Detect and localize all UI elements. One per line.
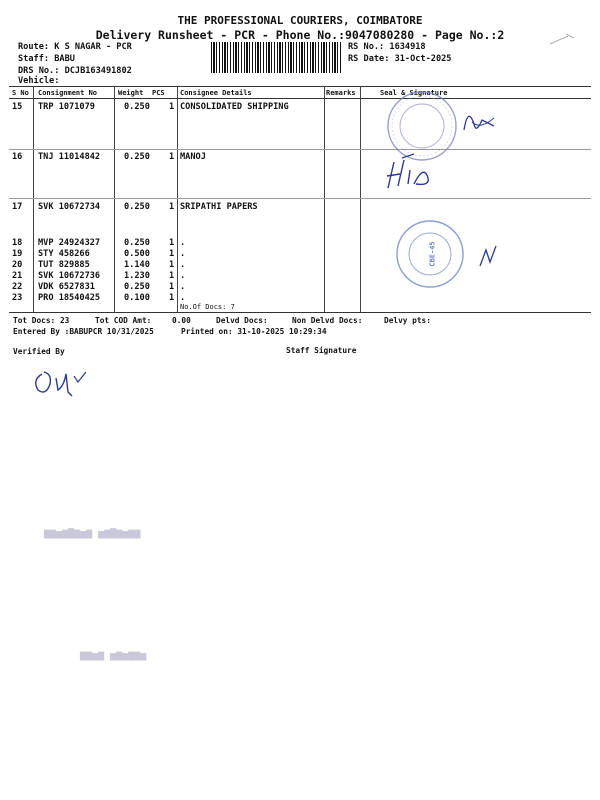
col-weight: Weight [118,89,144,97]
row-sno: 23 [12,293,23,303]
row-pcs: 1 [169,152,175,162]
row-sno: 16 [12,152,23,162]
table-bottom-rule [9,312,591,313]
table-row [0,293,600,305]
row-consignment: SVK 10672736 [38,271,101,281]
entered-by: Entered By :BABUPCR 10/31/2025 [13,327,154,336]
barcode-icon [211,42,343,73]
row-pcs: 1 [169,102,175,112]
row-consignee: . [180,260,186,270]
col-consignment: Consignment No [38,89,98,97]
handwritten-hid-icon [384,150,444,200]
staff-label: Staff: BABU [18,54,75,64]
tot-docs: Tot Docs: 23 [13,316,70,325]
row-pcs: 1 [169,202,175,212]
stamp-seal-icon [392,214,502,294]
company-title: THE PROFESSIONAL COURIERS, COIMBATORE [177,14,423,27]
tot-cod-label: Tot COD Amt: [95,316,152,325]
bleed-through-text: ▅▆▆▅▆▅ ▆▅▆▆ [80,650,147,661]
row-weight: 1.230 [124,271,150,281]
row-pcs: 1 [169,282,175,292]
row-sno: 18 [12,238,23,248]
row-consignee: SRIPATHI PAPERS [180,202,258,212]
verified-signature-icon [28,360,98,400]
row-consignee: CONSOLIDATED SHIPPING [180,102,289,112]
row-consignment: VDK 6527831 [38,282,95,292]
row-consignee: . [180,271,186,281]
row-consignment: STY 458266 [38,249,90,259]
row-pcs: 1 [169,293,175,303]
row-consignee: . [180,282,186,292]
row-consignee: . [180,249,186,259]
rs-number: RS No.: 1634918 [348,42,426,52]
drs-number: DRS No.: DCJB163491802 [18,66,132,76]
col-remarks: Remarks [326,89,356,97]
vehicle-label: Vehicle: [18,76,60,86]
row-weight: 1.140 [124,260,150,270]
row-sno: 17 [12,202,23,212]
row-consignee: . [180,238,186,248]
pen-mark-icon [548,30,578,50]
row-pcs: 1 [169,271,175,281]
non-delvd-docs: Non Delvd Docs: [292,316,363,325]
row-sno: 19 [12,249,23,259]
bleed-through-text: ▆▆▅▆▇▆▅ ▆▅▆▇▆▅▆▆ [44,528,141,539]
row-sno: 21 [12,271,23,281]
row-weight: 0.250 [124,202,150,212]
row-sno: 20 [12,260,23,270]
table-row [0,202,600,214]
row-pcs: 1 [169,238,175,248]
col-seal: Seal & Signature [380,89,448,97]
row-weight: 0.250 [124,238,150,248]
row-consignment: TNJ 11014842 [38,152,101,162]
route-label: Route: K S NAGAR - PCR [18,42,132,52]
row-weight: 0.500 [124,249,150,259]
row-weight: 0.250 [124,152,150,162]
row-separator [9,198,591,199]
col-pcs: PCS [152,89,165,97]
row-consignment: SVK 10672734 [38,202,101,212]
delvd-docs: Delvd Docs: [216,316,268,325]
row-sno: 22 [12,282,23,292]
stamp-center-text: CBE-45 [428,241,437,267]
runsheet-subtitle: Delivery Runsheet - PCR - Phone No.:9047080280 - Page No.:2 [95,28,505,42]
row-pcs: 1 [169,249,175,259]
row-weight: 0.100 [124,293,150,303]
col-sno: S No [12,89,29,97]
row-consignee: MANOJ [180,152,206,162]
verified-by-label: Verified By [13,347,65,356]
row-weight: 0.250 [124,282,150,292]
row-consignment: MVP 24924327 [38,238,101,248]
row-consignment: TUT 829885 [38,260,90,270]
row-consignee: . [180,293,186,303]
delvy-pts: Delvy pts: [384,316,431,325]
row-consignment: TRP 1071079 [38,102,95,112]
row-consignment: PRO 18540425 [38,293,101,303]
row-pcs: 1 [169,260,175,270]
tot-cod-value: 0.00 [172,316,191,325]
row-weight: 0.250 [124,102,150,112]
col-details: Consignee Details [180,89,252,97]
rs-date: RS Date: 31-Oct-2025 [348,54,452,64]
staff-signature-label: Staff Signature [286,346,357,355]
printed-on: Printed on: 31-10-2025 10:29:34 [181,327,327,336]
row-sno: 15 [12,102,23,112]
no-of-docs: No.Of Docs: 7 [180,303,235,311]
